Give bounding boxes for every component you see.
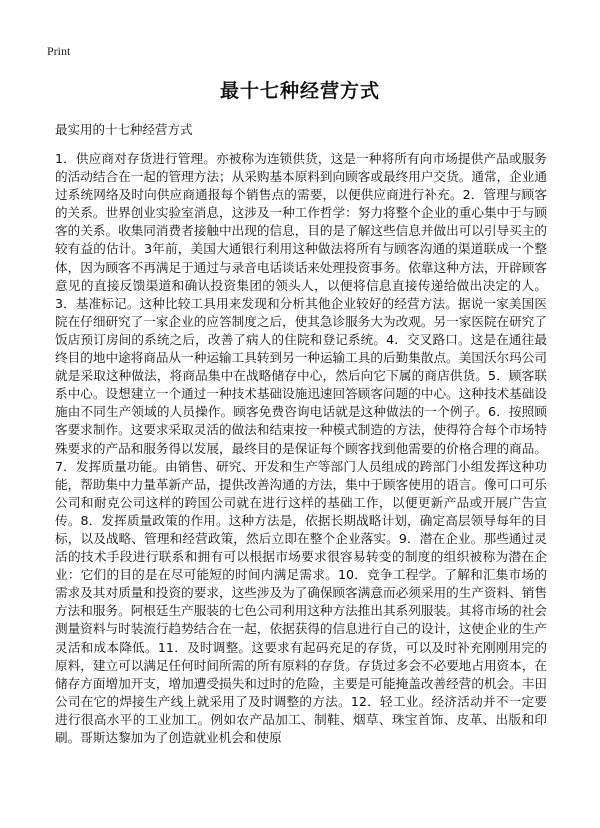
page-title: 最十七种经营方式 <box>219 80 380 102</box>
document-body: 1．供应商对存货进行管理。亦被称为连锁供货，这是一种将所有向市场提供产品或服务的活动结合在一起的管理方法；从采购基本原料到向顾客或最终用户交货。通常，企业通过系统网络及时向供应商通报每个销售点的需要，以便供应商进行补充。2．管理与顾客的关系。世界创业实验室消息，这涉及一种工作哲学：努力将整个企业的重心集中于与顾客的关系。收集同消费者接触中出现的信息，目的是了解这些信息并做出可以引导买主的较有益的估计。3年前，美国大通银行利用这种做法将所有与顾客沟通的渠道联成一个整体，因为顾客不再满足于通过与录音电话谈话来处理投资事务。依靠这种方法，开辟顾客意见的直接反馈渠道和确认投资集团的领头人，以便将信息直接传递给做出决定的人。3．基准标记。这种比较工具用来发现和分析其他企业较好的经营方法。据说一家美国医院在仔细研究了一家企业的应答制度之后，使其急诊服务大为改观。另一家医院在研究了饭店预订房间的系统之后，改善了病人的住院和登记系统。4．交叉路口。这是在通往最终目的地中途将商品从一种运输工具转到另一种运输工具的后勤集散点。美国沃尔玛公司就是采取这种做法，将商品集中在战略储存中心，然后向它下属的商店供货。5．顾客联系中心。设想建立一个通过一种技术基础设施迅速回答顾客问题的中心。这种技术基础设施由不同生产领域的人员操作。顾客免费咨询电话就是这种做法的一个例子。6．按照顾客要求制作。这要求采取灵活的做法和结束按一种模式制造的方法，使得符合每个市场特殊要求的产品和服务得以发展，最终目的是保证每个顾客找到他需要的价格合理的商品。7．发挥质量功能。由销售、研究、开发和生产等部门人员组成的跨部门小组发挥这种功能，帮助集中力量革新产品，提供改善沟通的方法，集中于顾客使用的语言。像可口可乐公司和耐克公司这样的跨国公司就在进行这样的基础工作，以便更新产品或开展广告宣传。8．发挥质量政策的作用。这种方法是，依据长期战略计划，确定高层领导每年的目标，以及战略、管理和经营政策，然后立即在整个企业落实。9．潜在企业。那些通过灵活的技术手段进行联系和拥有可以根据市场要求很容易转变的制度的组织被称为潜在企业：它们的目的是在尽可能短的时间内满足需求。10．竞争工程学。了解和汇集市场的需求及其对质量和投资的要求，这些涉及为了确保顾客满意而必须采用的生产资料、销售方法和服务。阿根廷生产服装的七色公司利用这种方法推出其系列服装。其将市场的社会测量资料与时装流行趋势结合在一起，依据获得的信息进行自己的设计，这使企业的生产灵活和成本降低。11．及时调整。这要求有起码充足的存货，可以及时补充刚刚用完的原料，建立可以满足任何时间所需的所有原料的存货。存货过多会不必要地占用资本，在储存方面增加开支，增加遭受损失和过时的危险，主要是可能掩盖改善经营的机会。丰田公司在它的焊接生产线上就采用了及时调整的方法。12．轻工业。经济活动并不一定要进行很高水平的工业加工。例如农产品加工、制鞋、烟草、珠宝首饰、皮革、出版和印刷。哥斯达黎加为了创造就业机会和使原 <box>55 151 547 745</box>
print-link[interactable]: Print <box>47 44 71 58</box>
document-subtitle: 最实用的十七种经营方式 <box>55 122 193 137</box>
